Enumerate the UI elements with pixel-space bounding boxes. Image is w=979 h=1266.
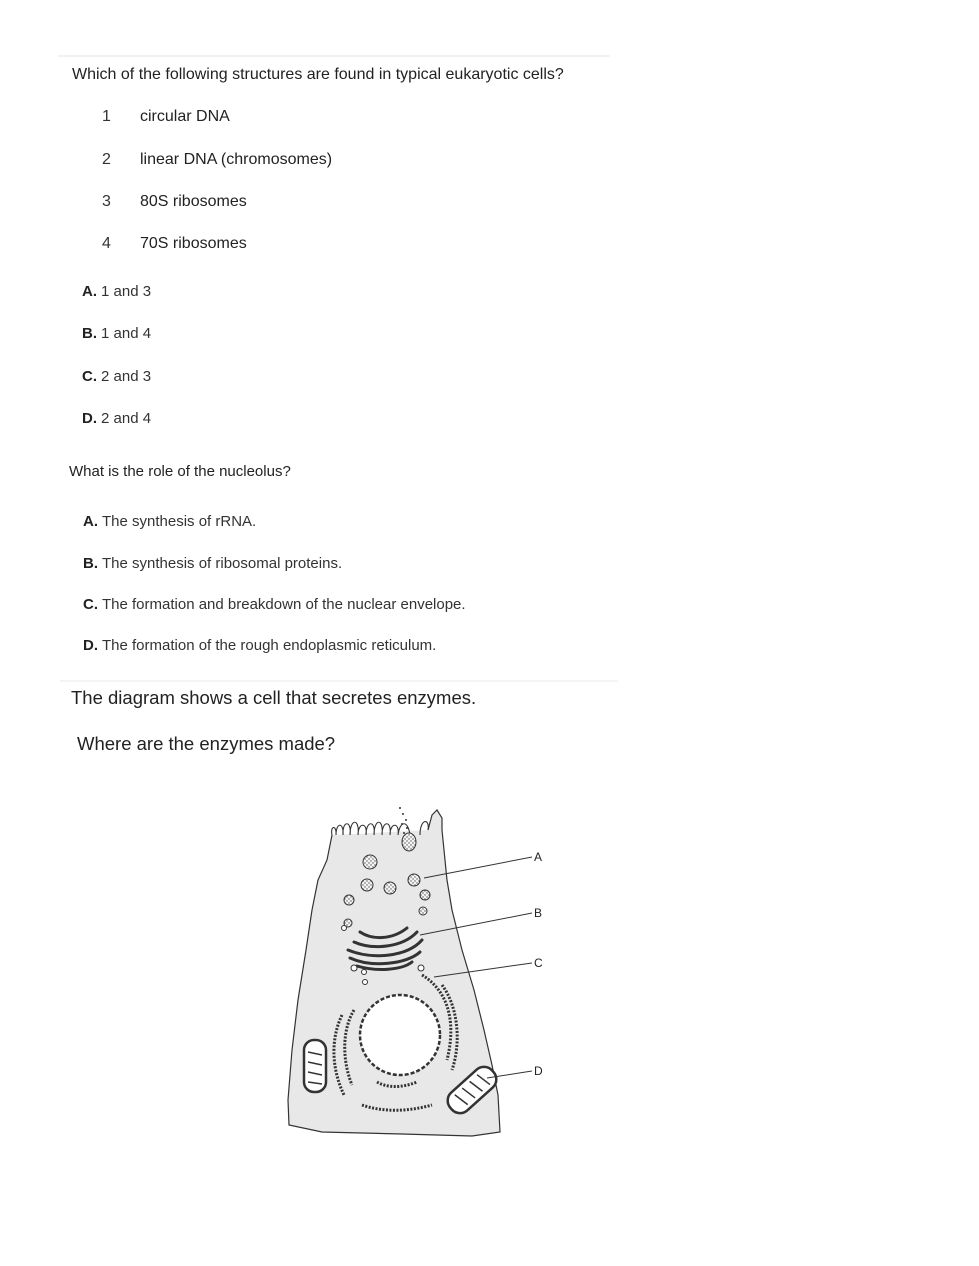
question3-stem-line1: The diagram shows a cell that secretes enzymes. [71, 687, 477, 708]
statement-number: 1 [102, 108, 111, 125]
q1-option-d[interactable] [82, 410, 151, 427]
option-text: The formation of the rough endoplasmic reticulum. [102, 637, 437, 654]
option-text: The formation and breakdown of the nuclear envelope. [102, 596, 466, 613]
question1-stem: Which of the following structures are found in typical eukaryotic cells? [72, 66, 564, 83]
q1-option-c[interactable] [82, 368, 151, 385]
exocytosis-granules [399, 807, 408, 834]
q1-option-a[interactable] [82, 283, 151, 300]
option-text: 1 and 3 [101, 283, 152, 300]
label-b: B [534, 906, 543, 920]
question3-divider [60, 680, 618, 682]
option-text: 1 and 4 [101, 325, 152, 342]
statement-number: 4 [102, 235, 111, 252]
statement-text: circular DNA [140, 108, 230, 125]
q1-option-b[interactable] [82, 325, 151, 342]
statement-text: linear DNA (chromosomes) [140, 151, 333, 168]
statement-text: 70S ribosomes [140, 235, 247, 252]
label-a: A [534, 850, 543, 864]
q2-option-b[interactable] [83, 555, 342, 572]
option-letter: A. [83, 513, 98, 530]
label-d: D [534, 1064, 543, 1078]
nucleus [360, 995, 440, 1075]
label-c: C [534, 956, 543, 970]
option-letter: D. [82, 410, 97, 427]
option-letter: C. [83, 596, 98, 613]
q2-option-c[interactable] [83, 596, 466, 613]
q2-option-a[interactable] [83, 513, 256, 530]
mitochondrion-left [304, 1040, 326, 1092]
option-letter: C. [82, 368, 97, 385]
statement-number: 2 [102, 151, 111, 168]
option-letter: D. [83, 637, 98, 654]
option-text: The synthesis of ribosomal proteins. [102, 555, 343, 572]
statement-text: 80S ribosomes [140, 193, 247, 210]
option-letter: B. [82, 325, 97, 342]
q2-option-d[interactable] [83, 637, 436, 654]
option-text: The synthesis of rRNA. [102, 513, 257, 530]
question1-divider [58, 55, 610, 57]
question3-stem-line2: Where are the enzymes made? [77, 733, 336, 754]
option-text: 2 and 3 [101, 368, 152, 385]
option-letter: B. [83, 555, 98, 572]
option-text: 2 and 4 [101, 410, 152, 427]
question2-stem: What is the role of the nucleolus? [69, 463, 291, 480]
option-letter: A. [82, 283, 97, 300]
statement-number: 3 [102, 193, 111, 210]
secretory-cell-diagram [282, 800, 562, 1145]
